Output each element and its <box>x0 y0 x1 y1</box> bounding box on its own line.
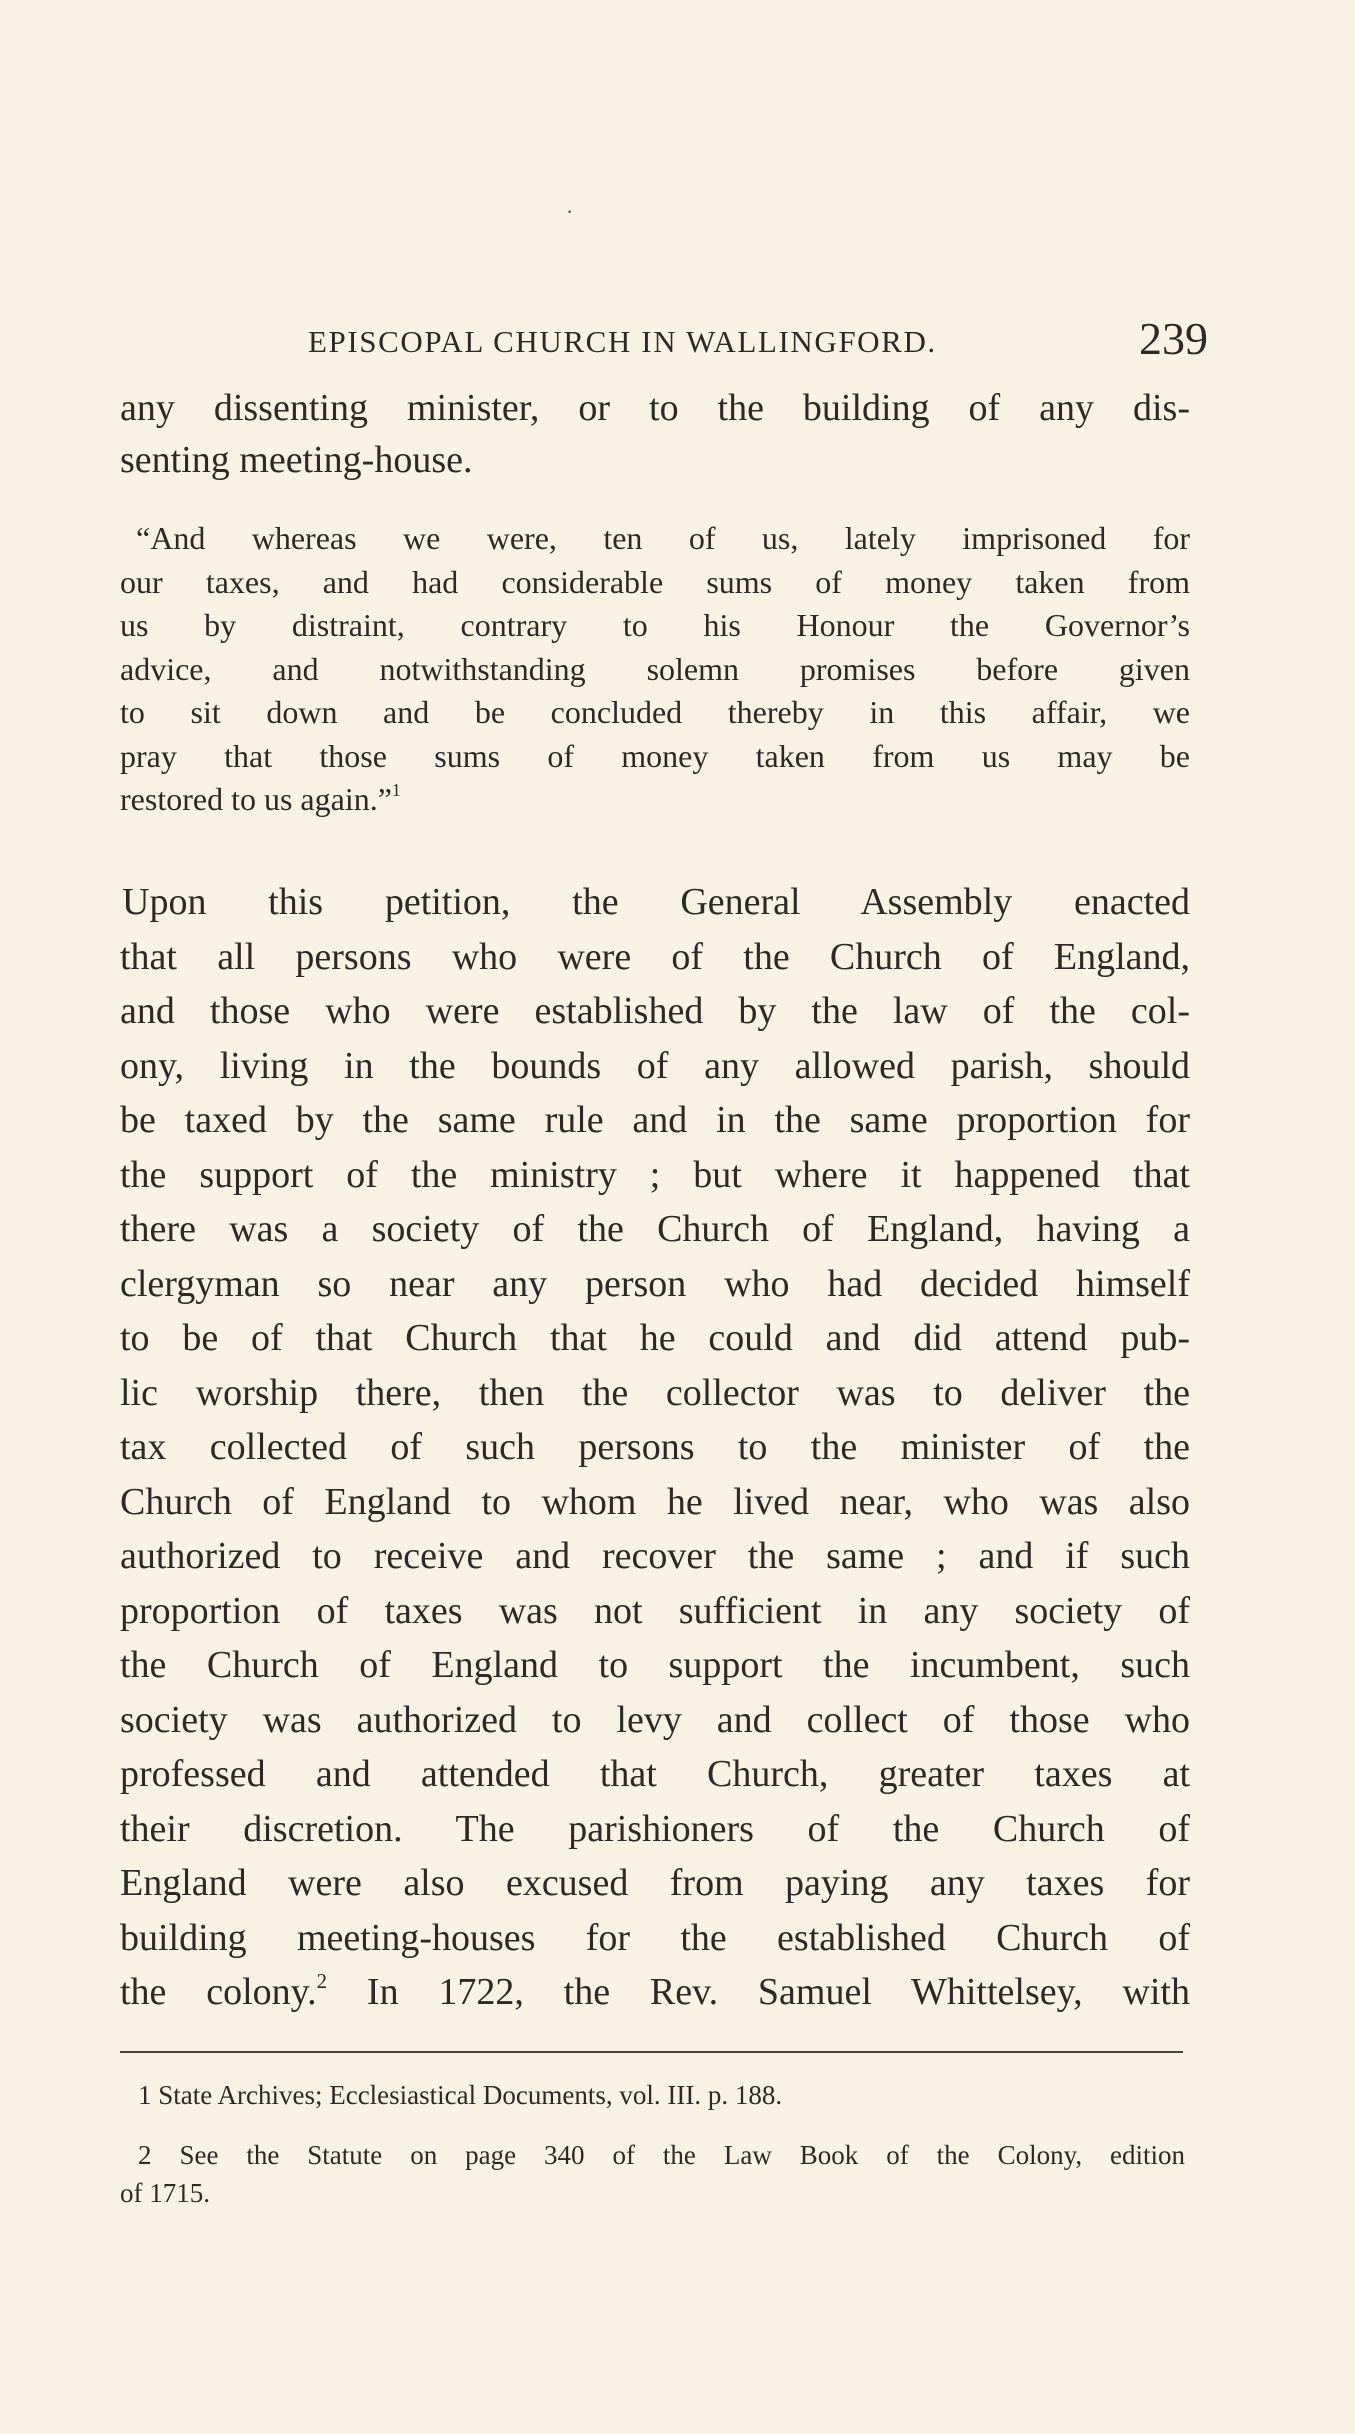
text-line: pray that those sums of money taken from us may be <box>120 737 1190 774</box>
text-line: the support of the ministry ; but where it happened that <box>120 1153 1190 1196</box>
text-line: their discretion. The parishioners of the Church of <box>120 1807 1190 1850</box>
text-line: the Church of England to support the incumbent, such <box>120 1644 1190 1686</box>
quote-last-text: restored to us again.” <box>120 781 392 817</box>
footnote-line: 2 See the Statute on page 340 of the Law Book of the Colony, edition <box>138 2140 1185 2170</box>
text-line: advice, and notwithstanding solemn promises before given <box>120 650 1190 687</box>
page-number: 239 <box>1139 313 1208 364</box>
text-line: us by distraint, contrary to his Honour the Governor’s <box>120 607 1190 643</box>
text-line: there was a society of the Church of England, having a <box>120 1208 1190 1250</box>
text-line: professed and attended that Church, greater taxes at <box>120 1753 1190 1795</box>
footnote-rule <box>120 2051 1183 2053</box>
text-line <box>120 1965 1190 2020</box>
footnotes <box>120 2076 1185 2212</box>
footnote-ref-2: 2 <box>316 1969 328 1994</box>
text-line: “And whereas we were, ten of us, lately imprisoned for <box>136 520 1190 556</box>
footnote-2 <box>120 2136 1185 2212</box>
text-line: senting meeting-house. <box>120 439 473 481</box>
text-line: our taxes, and had considerable sums of money taken from <box>120 563 1190 600</box>
text-line: and those who were established by the law of the col- <box>120 990 1190 1032</box>
text-line: building meeting-houses for the established Church of <box>120 1916 1190 1959</box>
quoted-petition <box>120 517 1190 822</box>
text-line: Upon this petition, the General Assembly enacted <box>122 881 1190 923</box>
body-last-text-cont: In 1722, the Rev. Samuel Whittelsey, with <box>327 1971 1190 2013</box>
running-title: EPISCOPAL CHURCH IN WALLINGFORD. <box>308 324 937 359</box>
lead-paragraph <box>120 382 1190 486</box>
page-header <box>308 313 1208 368</box>
text-line: any dissenting minister, or to the building of any dis- <box>120 387 1190 429</box>
text-line: authorized to receive and recover the same ; and if such <box>120 1535 1190 1577</box>
footnote-ref-1: 1 <box>391 780 401 801</box>
text-line: lic worship there, then the collector was to deliver the <box>120 1371 1190 1414</box>
text-line <box>120 778 1190 822</box>
text-line: be taxed by the same rule and in the same proportion for <box>120 1099 1190 1141</box>
body-paragraph <box>120 875 1190 2020</box>
footnote-1: 1 State Archives; Ecclesiastical Documents, vol. III. p. 188. <box>138 2080 783 2110</box>
text-line: tax collected of such persons to the minister of the <box>120 1426 1190 1468</box>
text-line: to sit down and be concluded thereby in this affair, we <box>120 694 1190 730</box>
text-line: clergyman so near any person who had decided himself <box>120 1262 1190 1305</box>
ink-speck: · <box>566 199 574 224</box>
footnote-line: of 1715. <box>120 2178 210 2208</box>
text-line: proportion of taxes was not sufficient in any society of <box>120 1589 1190 1632</box>
text-line: England were also excused from paying any taxes for <box>120 1862 1190 1904</box>
text-line: to be of that Church that he could and did attend pub- <box>120 1317 1190 1359</box>
body-last-text: the colony. <box>120 1971 317 2013</box>
text-line: society was authorized to levy and collect of those who <box>120 1698 1190 1741</box>
text-line: ony, living in the bounds of any allowed parish, should <box>120 1044 1190 1087</box>
text-line: that all persons who were of the Church of England, <box>120 935 1190 978</box>
text-line: Church of England to whom he lived near, who was also <box>120 1480 1190 1523</box>
